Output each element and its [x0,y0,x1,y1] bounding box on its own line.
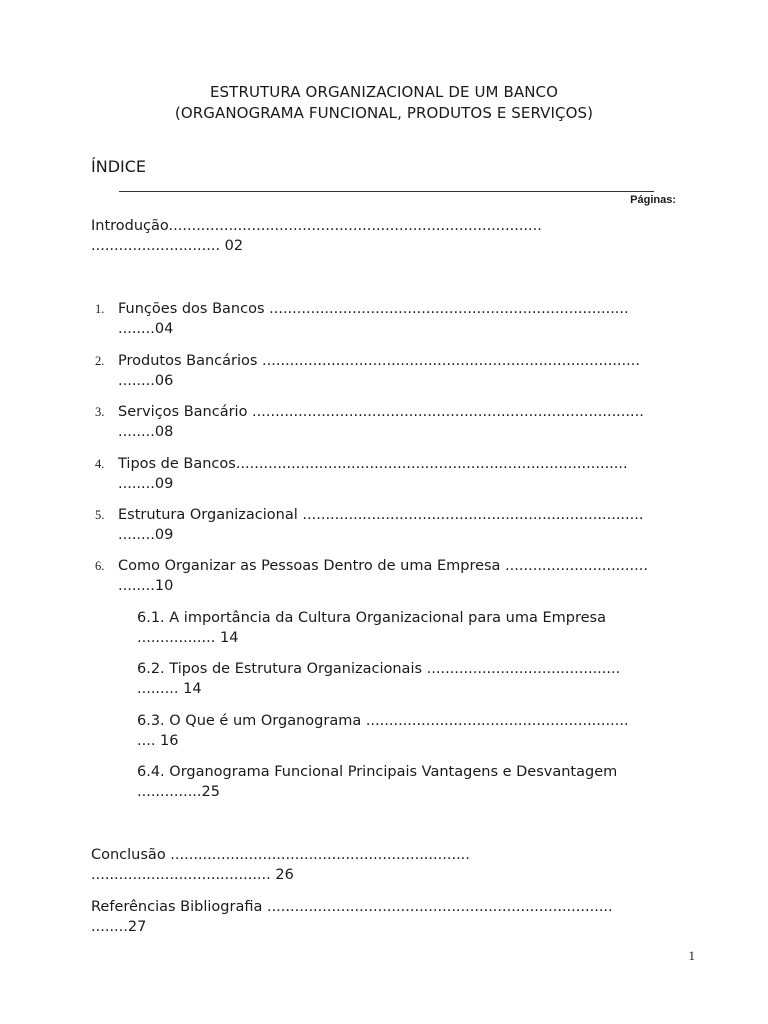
document-title-line-1: ESTRUTURA ORGANIZACIONAL DE UM BANCO [209,83,559,101]
toc-item-number: 1. [95,302,105,316]
toc-entry-text: Estrutura Organizacional .......................................................................... [118,507,644,523]
toc-entry-organize-people [118,556,648,596]
toc-entry-text: Produtos Bancários .................................................................................. [118,353,640,369]
toc-subentry-what-is-org-chart [137,711,629,751]
toc-subentry-structure-types [137,659,620,699]
toc-item-number: 3. [95,405,105,419]
toc-entry-text: 6.4. Organograma Funcional Principais Vantagens e Desvantagem [137,764,618,780]
toc-entry-text: Funções dos Bancos .............................................................................. [118,301,629,317]
toc-entry-page: ............................ 02 [91,238,244,254]
pages-column-label: Páginas: [630,194,676,206]
toc-entry-text: Serviços Bancário ..................................................................................... [118,404,644,420]
toc-entry-services [118,402,644,442]
toc-entry-page: ......... 14 [137,681,202,697]
toc-subentry-functional-org-chart [137,762,617,802]
toc-entry-page: ........09 [118,476,174,492]
toc-entry-page: ........09 [118,527,174,543]
toc-entry-page: ....................................... 26 [91,867,294,883]
toc-entry-text: Referências Bibliografia ........................................................................... [91,899,613,915]
toc-entry-functions [118,299,629,339]
toc-entry-page: ..............25 [137,784,220,800]
toc-item-number: 6. [95,559,105,573]
toc-item-number: 4. [95,457,105,471]
toc-item-number: 5. [95,508,105,522]
toc-entry-references [91,897,613,937]
toc-item-number: 2. [95,354,105,368]
toc-entry-page: .... 16 [137,733,179,749]
toc-entry-products [118,351,640,391]
index-heading: ÍNDICE [91,157,147,176]
toc-entry-page: ........04 [118,321,174,337]
toc-entry-org-structure [118,505,643,545]
toc-entry-text: 6.2. Tipos de Estrutura Organizacionais .......................................... [137,661,621,677]
toc-entry-text: Introdução................................................................................. [91,218,542,234]
page-number: 1 [688,948,695,963]
toc-entry-page: ................. 14 [137,630,239,646]
toc-entry-text: 6.3. O Que é um Organograma ......................................................... [137,713,629,729]
toc-entry-page: ........27 [91,919,147,935]
toc-entry-bank-types [118,454,628,494]
toc-entry-text: Conclusão ................................................................. [91,847,470,863]
toc-entry-page: ........10 [118,578,174,594]
index-divider [119,191,654,192]
document-title-line-2: (ORGANOGRAMA FUNCIONAL, PRODUTOS E SERVIÇOS) [174,104,594,122]
toc-entry-introduction [91,216,542,256]
toc-entry-page: ........06 [118,373,174,389]
toc-entry-text: Como Organizar as Pessoas Dentro de uma Empresa ............................... [118,558,648,574]
toc-subentry-culture [137,608,606,648]
toc-entry-text: Tipos de Bancos..................................................................................... [118,456,628,472]
toc-entry-text: 6.1. A importância da Cultura Organizacional para uma Empresa [137,610,606,626]
toc-entry-conclusion [91,845,470,885]
toc-entry-page: ........08 [118,424,174,440]
